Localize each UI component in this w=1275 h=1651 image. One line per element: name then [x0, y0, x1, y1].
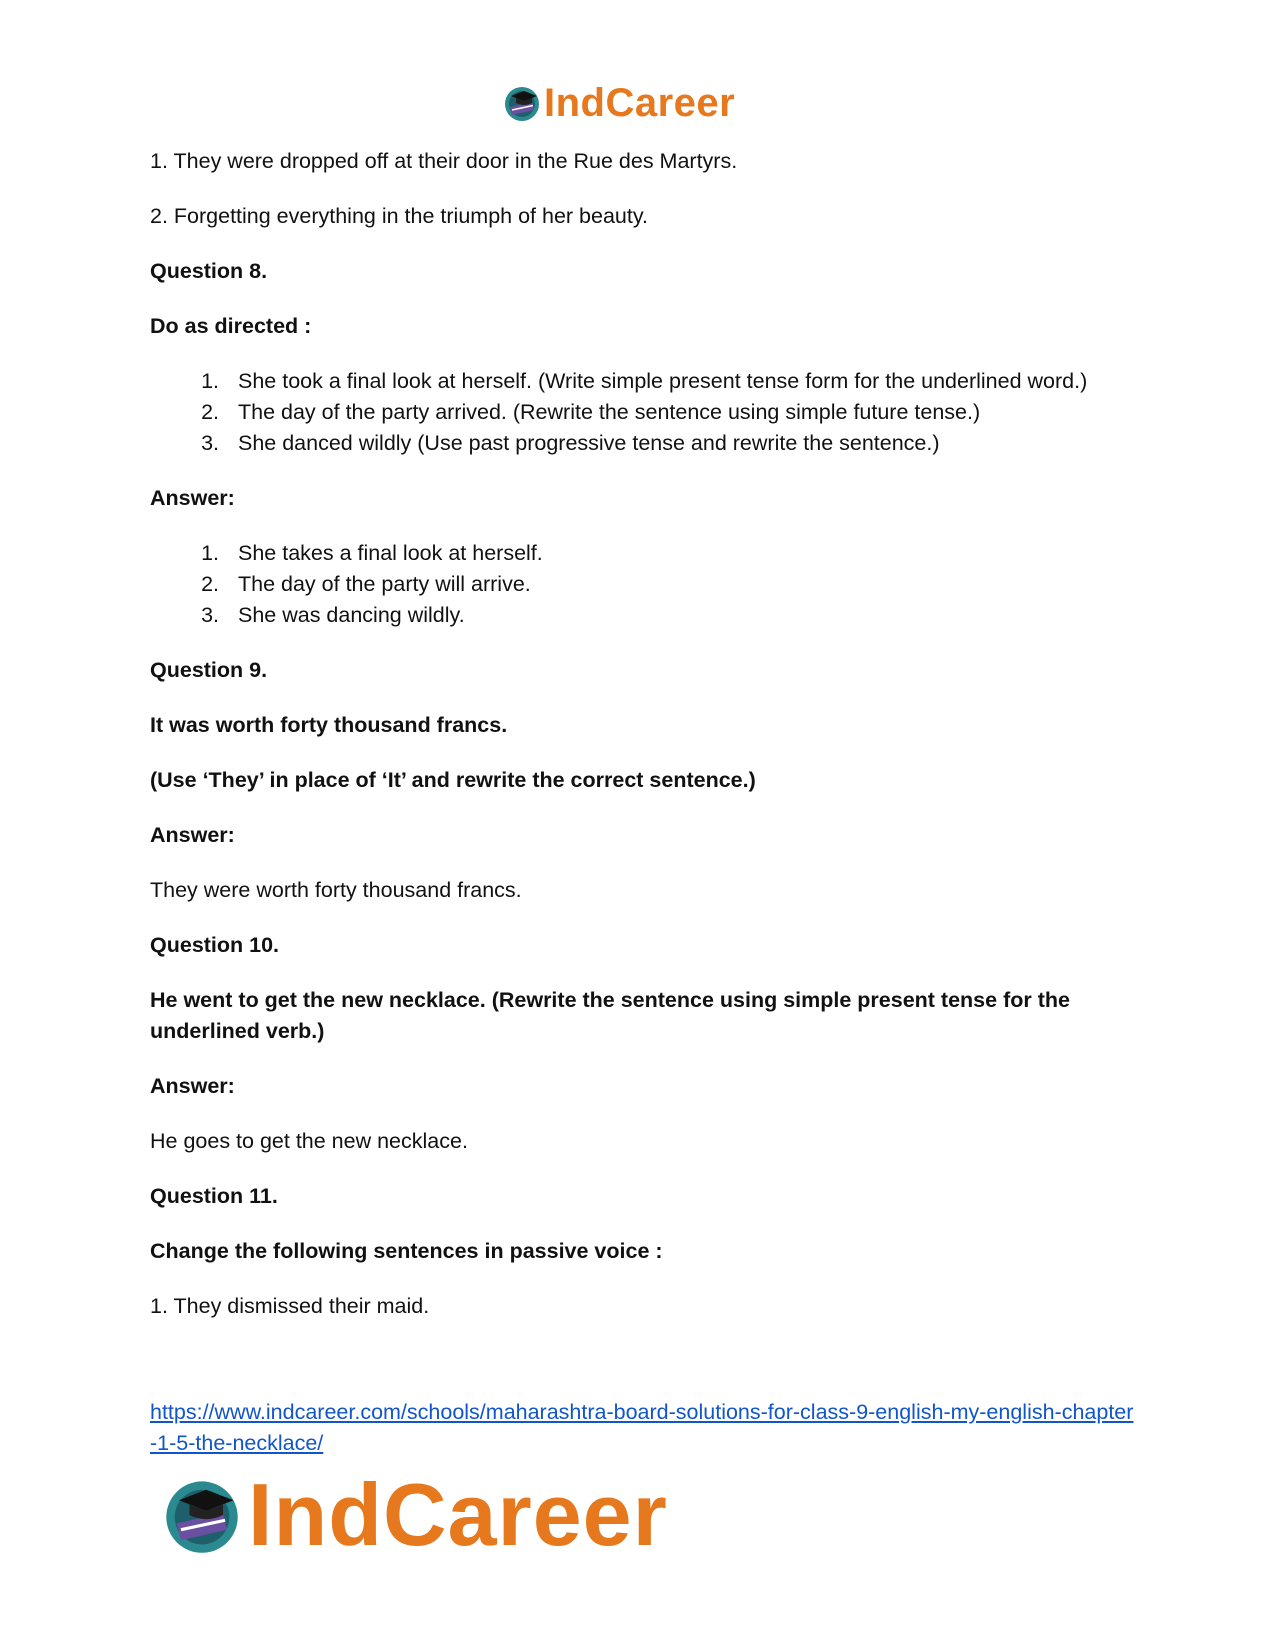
question-11-heading: Question 11.	[150, 1184, 278, 1208]
document-body	[150, 146, 1125, 1346]
question-11-item-1: 1. They dismissed their maid.	[150, 1294, 430, 1318]
question-10-answer-label: Answer:	[150, 1074, 235, 1098]
question-8-answers	[150, 538, 1125, 631]
list-item: 1. She takes a final look at herself.	[225, 538, 1125, 569]
question-9-instruction: (Use ‘They’ in place of ‘It’ and rewrite the correct sentence.)	[150, 768, 756, 792]
question-9-sentence: It was worth forty thousand francs.	[150, 713, 508, 737]
footer-logo-wordmark: IndCareer	[248, 1465, 668, 1564]
list-item: 1. She took a final look at herself. (Write simple present tense form for the underlined word.)	[225, 366, 1125, 397]
header-logo	[502, 78, 735, 128]
question-9-heading: Question 9.	[150, 658, 268, 682]
question-10-answer: He goes to get the new necklace.	[150, 1129, 468, 1153]
sentence-2: 2. Forgetting everything in the triumph of her beauty.	[150, 204, 648, 228]
graduation-cap-book-icon	[502, 83, 542, 123]
sentence-1: 1. They were dropped off at their door in the Rue des Martyrs.	[150, 149, 738, 173]
graduation-cap-book-icon	[160, 1473, 244, 1557]
list-item: 3. She was dancing wildly.	[225, 600, 1125, 631]
list-item: 2. The day of the party will arrive.	[225, 569, 1125, 600]
question-8-instruction: Do as directed :	[150, 314, 312, 338]
header-logo-wordmark: IndCareer	[544, 81, 736, 125]
question-9-answer: They were worth forty thousand francs.	[150, 878, 522, 902]
source-link[interactable]: https://www.indcareer.com/schools/maharashtra-board-solutions-for-class-9-english-my-english-chapter-1-5-the-necklace/	[150, 1400, 1134, 1455]
footer-logo	[160, 1465, 668, 1565]
question-10-heading: Question 10.	[150, 933, 280, 957]
question-8-answer-label: Answer:	[150, 486, 235, 510]
list-item: 3. She danced wildly (Use past progressive tense and rewrite the sentence.)	[225, 428, 1125, 459]
question-8-heading: Question 8.	[150, 259, 268, 283]
list-item: 2. The day of the party arrived. (Rewrite the sentence using simple future tense.)	[225, 397, 1125, 428]
question-10-sentence: He went to get the new necklace. (Rewrite the sentence using simple present tense for the underlined verb.)	[150, 988, 1070, 1043]
question-11-instruction: Change the following sentences in passive voice :	[150, 1239, 663, 1263]
question-8-list	[150, 366, 1125, 459]
question-9-answer-label: Answer:	[150, 823, 235, 847]
